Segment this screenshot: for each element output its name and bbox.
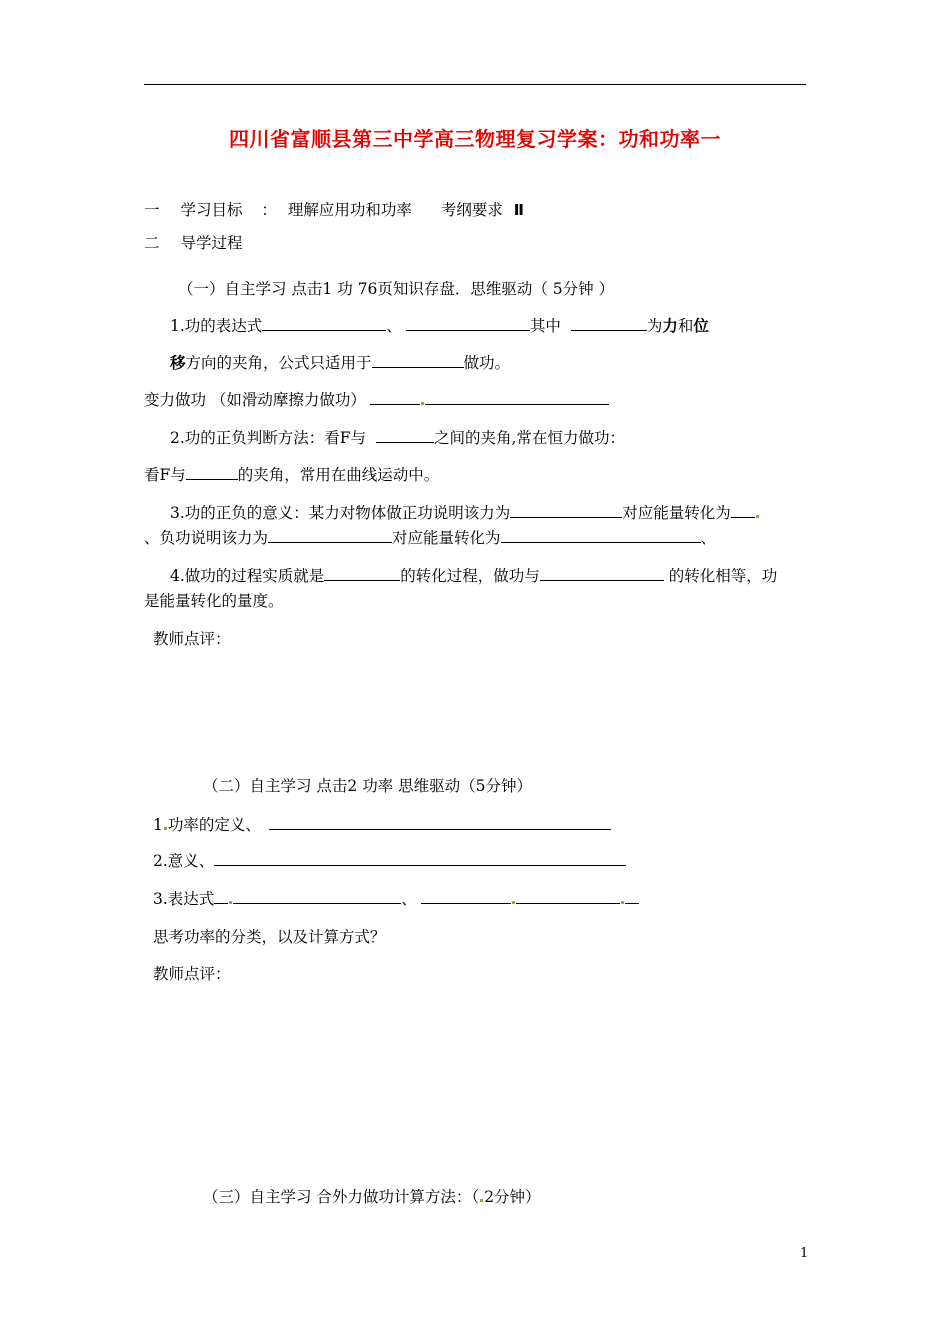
answer-blank[interactable] <box>510 503 622 518</box>
answer-blank[interactable] <box>370 390 420 405</box>
p2-text: 2.意义、 <box>153 852 215 870</box>
answer-blank[interactable] <box>425 390 609 405</box>
p3-sep: 、 <box>401 890 417 908</box>
question-4-cont: 是能量转化的量度。 <box>144 592 284 610</box>
q3-text: 、负功说明该力为 <box>144 529 269 547</box>
section-number: 二 <box>144 234 160 252</box>
teacher-comment: 教师点评： <box>153 630 231 648</box>
q3-text: 对应能量转化为 <box>392 529 501 547</box>
part2-heading: （二）自主学习 点击2 功率 思维驱动（5分钟） <box>203 777 533 795</box>
q1-text: 做功。 <box>463 354 511 372</box>
q3-text: 3.功的正负的意义：某力对物体做正功说明该力为 <box>170 504 511 522</box>
answer-blank[interactable] <box>501 528 701 543</box>
answer-blank[interactable] <box>516 889 620 904</box>
question-2 <box>170 428 625 448</box>
answer-blank[interactable] <box>625 889 639 904</box>
section-number: 一 <box>144 201 160 219</box>
q1-sep: 、 <box>386 317 402 335</box>
q3-text: 、 <box>700 529 717 547</box>
answer-blank[interactable] <box>376 428 434 443</box>
p1-text: 功率的定义、 <box>167 816 261 834</box>
question-1 <box>170 316 709 336</box>
answer-blank[interactable] <box>421 889 511 904</box>
section-process <box>144 233 242 253</box>
q4-text: 的转化相等，功 <box>663 567 778 585</box>
q1-text: 和 <box>677 317 694 335</box>
part1-heading: （一）自主学习 点击1 功 76页知识存盘．思维驱动（ 5分钟 ） <box>178 280 615 298</box>
q4-text: 4.做功的过程实质就是 <box>170 567 325 585</box>
p1-num: 1 <box>153 816 163 834</box>
q1-text: 方向的夹角，公式只适用于 <box>185 354 372 372</box>
q2-text: 之间的夹角,常在恒力做功： <box>434 429 625 447</box>
q2-text: 的夹角，常用在曲线运动中。 <box>237 466 440 484</box>
part3-tail: 2分钟） <box>484 1188 541 1206</box>
q1-text: 为 <box>646 317 663 335</box>
objectives-colon: ： <box>261 201 277 219</box>
q3-text: 对应能量转化为 <box>622 504 731 522</box>
p3-text: 3.表达式 <box>153 890 215 908</box>
question-4 <box>170 566 777 586</box>
part3-heading <box>203 1187 541 1207</box>
answer-blank[interactable] <box>268 528 392 543</box>
q1-bold: 位 <box>693 317 709 335</box>
question-1-cont <box>170 353 510 373</box>
requirement-level: Ⅱ <box>513 201 524 219</box>
answer-blank[interactable] <box>269 815 611 830</box>
page-number: 1 <box>800 1246 809 1261</box>
q1-bold: 力 <box>662 317 678 335</box>
question-3 <box>170 503 760 523</box>
answer-blank[interactable] <box>731 503 755 518</box>
syllabus-requirement: 考纲要求 <box>440 201 503 219</box>
q1-bold: 移 <box>170 354 186 372</box>
section-objectives <box>144 200 524 220</box>
q1-text: 其中 <box>529 317 561 335</box>
variable-force-text: 变力做功 （如滑动摩擦力做功） <box>144 391 366 409</box>
answer-blank[interactable] <box>372 353 464 368</box>
objectives-content: 理解应用功和功率 <box>287 201 412 219</box>
process-label: 导学过程 <box>180 234 243 252</box>
page-title: 四川省富顺县第三中学高三物理复习学案：功和功率一 <box>229 127 721 151</box>
answer-blank[interactable] <box>571 316 647 331</box>
objectives-label: 学习目标 <box>180 201 243 219</box>
q1-text: 1.功的表达式 <box>170 317 263 335</box>
header-rule <box>144 84 806 85</box>
q4-text: 的转化过程，做功与 <box>400 567 540 585</box>
answer-blank[interactable] <box>233 889 401 904</box>
q2-text: 看F与 <box>144 466 186 484</box>
part3-text: （三）自主学习 合外力做功计算方法：（ <box>203 1188 480 1206</box>
answer-blank[interactable] <box>214 851 626 866</box>
power-q2 <box>153 851 626 871</box>
question-2-cont <box>144 465 439 485</box>
answer-blank[interactable] <box>214 889 228 904</box>
q2-text: 2.功的正负判断方法：看F与 <box>170 429 367 447</box>
power-q3 <box>153 889 639 909</box>
teacher-comment: 教师点评： <box>153 965 231 983</box>
think-question: 思考功率的分类，以及计算方式？ <box>153 928 386 946</box>
variable-force <box>144 390 609 410</box>
answer-blank[interactable] <box>186 465 238 480</box>
answer-blank[interactable] <box>406 316 530 331</box>
answer-blank[interactable] <box>324 566 400 581</box>
power-q1 <box>153 815 611 835</box>
answer-blank[interactable] <box>540 566 664 581</box>
answer-blank[interactable] <box>262 316 386 331</box>
question-3-cont <box>144 528 716 548</box>
